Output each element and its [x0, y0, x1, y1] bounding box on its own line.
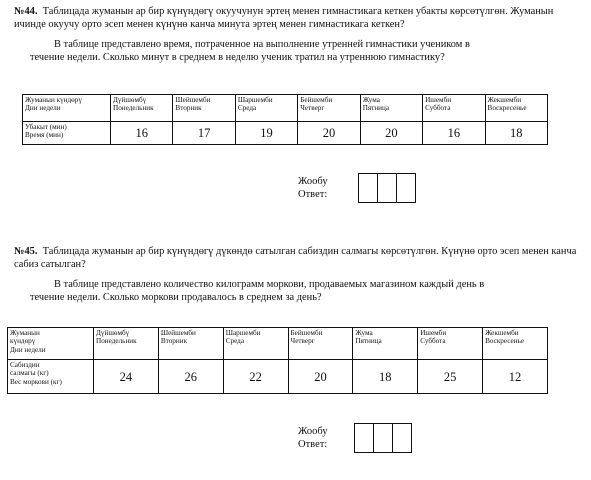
- table-45-value-5: 18: [353, 360, 418, 394]
- table-44-day-4: Бейшемби Четверг: [298, 95, 360, 122]
- problem-45-ru-text: В таблице представлено количество килограмм моркови, продаваемых магазином каждый день в течение недели. Сколько моркови продавалось в среднем за день?: [30, 279, 485, 303]
- table-44-value-5: 20: [360, 122, 422, 145]
- table-44-day-7: Жекшемби Воскресенье: [485, 95, 547, 122]
- table-44-value-2: 17: [173, 122, 235, 145]
- answer-44-box-1[interactable]: [358, 173, 378, 203]
- answer-45-box-3[interactable]: [392, 423, 412, 453]
- table-44-value-6: 16: [423, 122, 485, 145]
- table-44-day-3: Шаршемби Среда: [235, 95, 297, 122]
- table-45-day-6: Ишемби Суббота: [418, 328, 483, 360]
- table-45-header-label: Жуманын күндөрү Дни недели: [8, 328, 94, 360]
- table-45-day-4: Бейшемби Четверг: [288, 328, 353, 360]
- problem-45-kg-text: №45. Таблицада жуманын ар бир күнүндөгү дүкөндө сатылган сабиздин салмагы көрсөтүлгөн. Күнүнө орто эсеп менен канча сабиз сатылган?: [14, 246, 577, 270]
- table-45: [7, 327, 548, 394]
- problem-44: [14, 6, 580, 64]
- table-44-value-row: [23, 122, 548, 145]
- problem-45: [14, 246, 580, 304]
- table-45-value-row: [8, 360, 548, 394]
- table-44-day-1: Дүйшөмбү Понедельник: [111, 95, 173, 122]
- answer-45-box-2[interactable]: [373, 423, 393, 453]
- answer-44-box-3[interactable]: [396, 173, 416, 203]
- answer-44-boxes: [358, 173, 416, 203]
- table-45-value-6: 25: [418, 360, 483, 394]
- table-45-day-2: Шейшемби Вторник: [158, 328, 223, 360]
- answer-45-box-1[interactable]: [354, 423, 374, 453]
- table-45-day-5: Жума Пятница: [353, 328, 418, 360]
- table-44-header-row: [23, 95, 548, 122]
- table-44: [22, 94, 548, 145]
- answer-44-box-2[interactable]: [377, 173, 397, 203]
- table-44-value-7: 18: [485, 122, 547, 145]
- answer-45-label: Жообу Ответ:: [298, 426, 328, 450]
- problem-45-number: №45.: [14, 246, 38, 257]
- answer-44-label: Жообу Ответ:: [298, 176, 328, 200]
- table-44-value-4: 20: [298, 122, 360, 145]
- table-45-day-7: Жекшемби Воскресенье: [483, 328, 548, 360]
- table-44-header-label: Жуманын күндөрү Дни недели: [23, 95, 111, 122]
- table-44-day-2: Шейшемби Вторник: [173, 95, 235, 122]
- table-45-day-3: Шаршемби Среда: [223, 328, 288, 360]
- table-44-value-1: 16: [111, 122, 173, 145]
- table-44-row-label: Убакыт (мин) Время (мин): [23, 122, 111, 145]
- answer-45-boxes: [354, 423, 412, 453]
- table-44-day-5: Жума Пятница: [360, 95, 422, 122]
- table-45-header-row: [8, 328, 548, 360]
- problem-44-number: №44.: [14, 6, 38, 17]
- table-45-value-7: 12: [483, 360, 548, 394]
- problem-44-ru-text: В таблице представлено время, потраченное на выполнение утренней гимнастики учеником в течение недели. Сколько минут в среднем в неделю ученик тратил на утреннюю гимнастику?: [30, 39, 470, 63]
- table-45-value-1: 24: [94, 360, 159, 394]
- problem-44-kg-text: №44. Таблицада жуманын ар бир күнүндөгү окуучунун эртең менен гимнастикага кеткен убакты көрсөтүлгөн. Жуманын ичинде окуучу орто эсеп менен күнүнө канча минута эртең менен гимнастикага кеткен?: [14, 6, 554, 30]
- table-44-day-6: Ишемби Суббота: [423, 95, 485, 122]
- table-45-day-1: Дүйшөмбү Понедельник: [94, 328, 159, 360]
- table-44-value-3: 19: [235, 122, 297, 145]
- table-45-value-4: 20: [288, 360, 353, 394]
- table-45-value-2: 26: [158, 360, 223, 394]
- table-45-row-label: Сабиздин салмагы (кг) Вес моркови (кг): [8, 360, 94, 394]
- table-45-value-3: 22: [223, 360, 288, 394]
